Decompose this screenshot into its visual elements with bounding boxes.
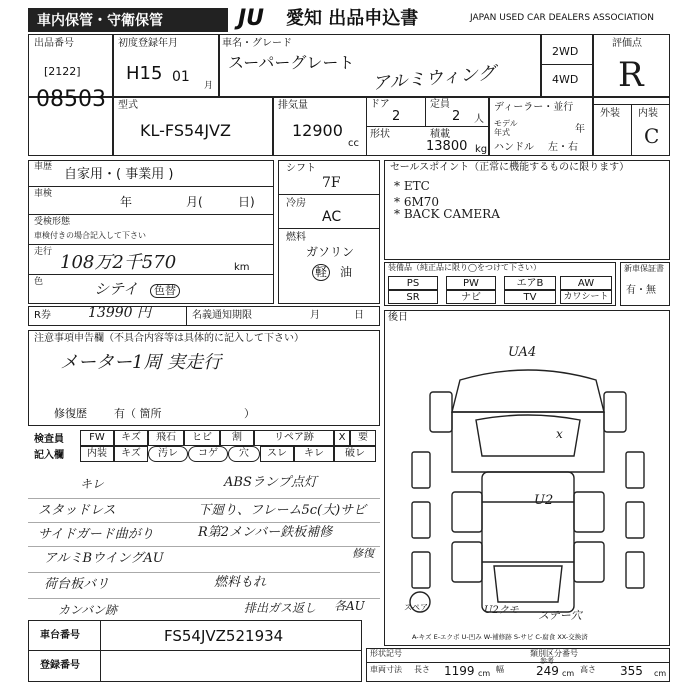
defect-interior: 内装 — [80, 446, 114, 462]
registration-era: H15 — [126, 63, 163, 84]
inspector-note: 燃料もれ — [214, 575, 267, 590]
damage-legend: A-キズ E-エクボ U-凹み W-補修跡 S-サビ C-腐食 XX-交換済 — [412, 633, 588, 641]
spare-note: スペア — [404, 603, 428, 612]
registration-month: 01 — [172, 69, 190, 85]
aircon-value: AC — [322, 209, 342, 225]
repair-close: ） — [244, 407, 255, 420]
reg-number-label: 登録番号 — [40, 660, 80, 671]
defect-chip: 飛石 — [148, 430, 184, 446]
post-work-label: 後日 — [388, 312, 408, 323]
defect-need: 要 — [350, 430, 376, 446]
defect-wear: スレ — [260, 446, 294, 462]
warranty-value: 有・無 — [626, 285, 656, 296]
chassis-label: 車台番号 — [40, 630, 80, 641]
defect-crack: ヒビ — [184, 430, 220, 446]
color-value: シテイ — [94, 280, 138, 298]
equipment-navi: ナビ — [446, 290, 496, 304]
sales-point-item: * ETC — [394, 179, 430, 193]
diagram-bottom-note: U2クモ — [484, 605, 519, 616]
displacement-value: 12900 — [292, 121, 343, 140]
equipment-airbag: エアB — [504, 276, 556, 290]
length-unit: cm — [478, 669, 491, 678]
recycle-label: 受検形態 — [34, 217, 71, 227]
shape-label: 形状 — [370, 129, 390, 140]
defect-cut: キレ — [294, 446, 334, 462]
glass-mark: x — [556, 427, 563, 441]
remarks-text: メーター1周 実走行 — [60, 352, 222, 373]
truck-diagram — [390, 352, 666, 632]
equipment-aw: AW — [560, 276, 612, 290]
sales-point-item: * 6M70 — [394, 195, 440, 209]
registration-month-unit: 月 — [204, 81, 214, 91]
reference-label: 参考 — [540, 657, 554, 665]
ju-logo: JU — [238, 6, 265, 31]
width-unit: cm — [562, 669, 575, 678]
car-name-label: 車名・グレード — [222, 38, 292, 49]
storage-label: 車内保管・守衛保管 — [37, 13, 163, 29]
inspector-note: 排出ガス返し — [244, 601, 317, 615]
inspection-month: 月( — [186, 195, 203, 209]
inspector-label: 検査員 記入欄 — [34, 434, 64, 461]
defect-repair: リペア跡 — [254, 430, 334, 446]
fuel-option: 軽 — [312, 264, 330, 281]
doors-value: 2 — [392, 109, 401, 124]
model-value: KL-FS54JVZ — [140, 121, 231, 140]
recycle-fee-value: 13990 円 — [88, 305, 151, 321]
score-label: 評価点 — [612, 38, 642, 49]
grade-note: アルミウィング — [371, 62, 497, 95]
storage-banner — [28, 8, 228, 32]
model-year-unit: 年 — [575, 124, 585, 135]
repair-label: 修復歴 — [54, 407, 87, 420]
recycle-fee-label: R券 — [34, 310, 51, 321]
inspection-year: 年 — [120, 195, 133, 209]
car-name: スーパーグレート — [228, 53, 355, 72]
fuel-value: ガソリン — [306, 245, 355, 259]
lot-sub: [2122] — [44, 65, 81, 78]
defect-tear: 破レ — [334, 446, 376, 462]
form-title-en: JAPAN USED CAR DEALERS ASSOCIATION — [470, 13, 654, 23]
lot-number: 08503 — [36, 87, 106, 112]
history-label: 車歴 — [34, 162, 53, 172]
fuel-label: 燃料 — [286, 232, 306, 243]
width-value: 249 — [536, 664, 559, 678]
equipment-tv: TV — [504, 290, 556, 304]
length-value: 1199 — [444, 664, 475, 678]
inspection-label: 車検 — [34, 189, 53, 199]
form-title: 愛知 出品申込書 — [286, 8, 419, 29]
inspector-note: 各AU — [334, 599, 365, 613]
capacity-value: 2 — [452, 109, 461, 124]
repair-value: 有（ 箇所 — [114, 407, 162, 420]
equipment-leather: カワシート — [560, 290, 612, 304]
capacity-unit: 人 — [474, 114, 484, 125]
recycle-note: 車検付きの場合記入して下さい — [34, 231, 146, 240]
defect-int-scratch: キズ — [114, 446, 148, 462]
defect-scratch: キズ — [114, 430, 148, 446]
diagram-bottom-note-2: ステー穴 — [538, 609, 582, 622]
inspector-note: アルミBウイングAU — [44, 551, 164, 566]
inspector-note: ABSランプ点灯 — [224, 475, 317, 490]
defect-fw: FW — [80, 430, 114, 446]
inspector-note: 荷台板バリ — [44, 577, 110, 592]
lot-label: 出品番号 — [34, 38, 74, 49]
displacement-unit: cc — [348, 138, 359, 149]
dealer-label: ディーラー・並行 — [494, 102, 574, 113]
diagram-top-note: UA4 — [508, 345, 537, 360]
aircon-label: 冷房 — [286, 198, 306, 209]
defect-hole: 穴 — [228, 446, 260, 462]
defect-dirt: 汚レ — [148, 446, 188, 462]
inspection-day: 日) — [238, 195, 255, 209]
color-label: 色 — [34, 277, 44, 287]
inspector-note: サイドガード曲がり — [38, 527, 154, 542]
notice-month: 月 — [310, 310, 320, 321]
diagram-mid-note: U2 — [534, 493, 554, 508]
defect-burn: コゲ — [188, 446, 228, 462]
mileage-label: 走行 — [34, 247, 53, 257]
mileage-unit: km — [234, 262, 250, 273]
doors-label: ドア — [370, 99, 390, 110]
equipment-sr: SR — [388, 290, 438, 304]
registration-label: 初度登録年月 — [118, 38, 178, 49]
drive-2wd: 2WD — [552, 45, 579, 58]
equipment-pw: PW — [446, 276, 496, 290]
inspector-note: 修復 — [352, 547, 374, 560]
load-unit: kg — [475, 144, 488, 155]
exterior-label: 外装 — [600, 108, 620, 119]
height-label: 高さ — [580, 665, 596, 674]
sales-point-item: * BACK CAMERA — [394, 207, 500, 221]
width-label: 幅 — [496, 665, 504, 674]
equipment-ps: PS — [388, 276, 438, 290]
height-unit: cm — [654, 669, 667, 678]
drive-4wd: 4WD — [552, 73, 579, 86]
chassis-value: FS54JVZ521934 — [164, 627, 284, 645]
interior-value: C — [644, 124, 660, 148]
warranty-label: 新車保証書 — [624, 264, 664, 273]
notice-label: 名義通知期限 — [192, 310, 252, 321]
fuel-option2: 油 — [340, 265, 353, 279]
model-year-label: モデル 年式 — [494, 119, 518, 137]
length-label: 長さ — [414, 665, 430, 674]
score-value: R — [618, 55, 644, 95]
handle-label: ハンドル — [494, 142, 534, 153]
shift-label: シフト — [286, 163, 316, 174]
equipment-label: 装備品（純正品に限り◯をつけて下さい） — [388, 263, 541, 272]
defect-broken: 割 — [220, 430, 254, 446]
color-change: 色替 — [150, 284, 180, 298]
inspector-note: 下廻り、フレーム5c(大)サビ — [198, 503, 367, 518]
height-value: 355 — [620, 664, 643, 678]
capacity-label: 定員 — [430, 99, 450, 110]
category-label: 類別区分番号 — [530, 649, 578, 658]
sales-points-label: セールスポイント（正常に機能するものに限ります） — [390, 162, 630, 173]
defect-x: X — [334, 430, 350, 446]
history-value: 自家用・( 事業用 ) — [64, 167, 174, 182]
shape-code-label: 形状記号 — [370, 649, 402, 658]
mileage-value: 108万2千570 — [60, 252, 177, 273]
inspector-note: スタッドレス — [38, 503, 116, 518]
load-value: 13800 — [426, 139, 468, 154]
handle-value: 左・右 — [548, 142, 578, 153]
notice-day: 日 — [354, 310, 364, 321]
inspector-note: キレ — [80, 477, 104, 491]
remarks-label: 注意事項申告欄（不具合内容等は具体的に記入して下さい） — [34, 333, 304, 344]
load-label: 積載 — [430, 129, 450, 140]
shift-value: 7F — [322, 175, 341, 191]
displacement-label: 排気量 — [278, 100, 308, 111]
dims-label: 車両寸法 — [370, 665, 402, 674]
inspector-note: R第2メンバー鉄板補修 — [198, 525, 333, 540]
model-label: 型式 — [118, 100, 138, 111]
interior-label: 内装 — [638, 108, 658, 119]
inspector-note: カンバン跡 — [58, 603, 118, 617]
